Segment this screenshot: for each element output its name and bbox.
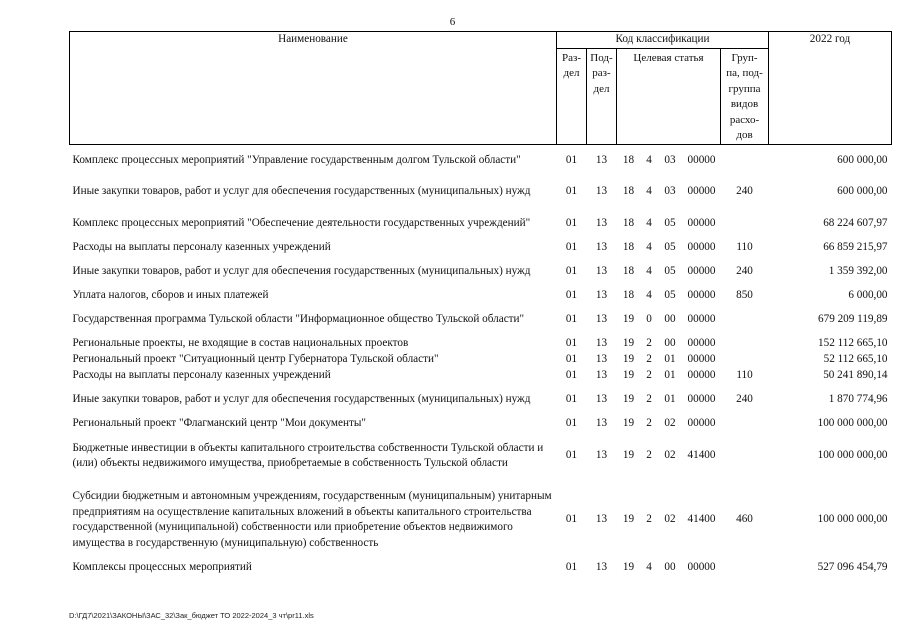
row-expense-group (721, 304, 769, 336)
row-subsection: 13 (595, 153, 608, 166)
table-row (70, 288, 892, 304)
table-row (70, 384, 892, 416)
row-target-1: 19 (622, 417, 635, 430)
row-section: 01 (565, 265, 578, 278)
table-row (70, 176, 892, 208)
row-subsection: 13 (595, 337, 608, 350)
row-subsection: 13 (595, 513, 608, 526)
row-target-2: 4 (646, 153, 652, 166)
row-section: 01 (565, 369, 578, 382)
row-target-4: 00000 (687, 313, 716, 326)
table-row (70, 480, 892, 560)
row-target-3: 01 (664, 369, 676, 382)
row-section: 01 (565, 313, 578, 326)
row-target-3: 00 (664, 337, 676, 350)
header-subsection: Под- раз- дел (587, 48, 617, 144)
row-target-1: 19 (622, 513, 635, 526)
table-header (70, 32, 892, 145)
row-section: 01 (565, 417, 578, 430)
row-target-1: 19 (622, 369, 635, 382)
row-section: 01 (565, 185, 578, 198)
row-target-1: 18 (622, 241, 635, 254)
row-target-4: 00000 (687, 337, 716, 350)
row-name: Региональный проект "Флагманский центр "Мои документы" (72, 417, 366, 430)
row-section: 01 (565, 153, 578, 166)
row-target-1: 18 (622, 265, 635, 278)
row-amount: 600 000,00 (837, 153, 888, 166)
row-target-3: 02 (664, 513, 676, 526)
row-target-1: 19 (622, 353, 635, 366)
row-target-2: 2 (646, 513, 652, 526)
row-subsection: 13 (595, 369, 608, 382)
row-expense-group: 460 (736, 513, 753, 526)
row-target-4: 00000 (687, 393, 716, 406)
table-row (70, 416, 892, 432)
row-section: 01 (565, 217, 578, 230)
row-amount: 52 112 665,10 (823, 353, 888, 366)
row-target-1: 18 (622, 289, 635, 302)
row-subsection: 13 (595, 313, 608, 326)
row-amount: 1 359 392,00 (828, 265, 888, 278)
row-target-3: 00 (664, 313, 676, 326)
table-row (70, 368, 892, 384)
row-target-2: 4 (646, 289, 652, 302)
row-expense-group: 240 (736, 393, 753, 406)
header-code-group: Код классификации (557, 32, 769, 49)
row-target-4: 00000 (687, 369, 716, 382)
row-amount: 1 870 774,96 (828, 393, 888, 406)
row-amount: 527 096 454,79 (817, 561, 888, 574)
table-row (70, 560, 892, 576)
row-amount: 679 209 119,89 (818, 313, 888, 326)
row-amount: 6 000,00 (848, 289, 888, 302)
row-subsection: 13 (595, 241, 608, 254)
row-name: Государственная программа Тульской области "Информационное общество Тульской области" (72, 313, 525, 326)
table-row (70, 240, 892, 256)
row-name: Субсидии бюджетным и автономным учреждениям, государственным (муниципальным) унитарным предприятиям на осуществление капитальных вложений в объекты капитального строительства государственной (муниципальной) собственности или приобретение объектов недвижимого имущества в государственную (муниципальную) собственность (72, 490, 552, 549)
row-expense-group (721, 208, 769, 240)
row-subsection: 13 (595, 353, 608, 366)
row-name: Региональный проект "Ситуационный центр Губернатора Тульской области" (72, 353, 439, 366)
header-target-article: Целевая статья (617, 48, 721, 144)
row-name: Комплекс процессных мероприятий "Управление государственным долгом Тульской области" (72, 153, 521, 166)
row-target-2: 2 (646, 369, 652, 382)
row-target-1: 18 (622, 185, 635, 198)
row-name: Расходы на выплаты персоналу казенных учреждений (72, 369, 331, 382)
row-amount: 68 224 607,97 (823, 217, 888, 230)
row-expense-group: 240 (736, 185, 753, 198)
row-name: Уплата налогов, сборов и иных платежей (72, 289, 269, 302)
row-target-4: 00000 (687, 217, 716, 230)
row-target-4: 00000 (687, 185, 716, 198)
row-target-2: 4 (646, 185, 652, 198)
row-target-4: 41400 (687, 513, 716, 526)
row-target-4: 00000 (687, 241, 716, 254)
table-row (70, 256, 892, 288)
row-section: 01 (565, 337, 578, 350)
row-target-2: 2 (646, 393, 652, 406)
row-name: Иные закупки товаров, работ и услуг для обеспечения государственных (муниципальных) нужд (72, 265, 531, 278)
row-amount: 100 000 000,00 (817, 417, 888, 430)
row-expense-group (721, 352, 769, 368)
row-name: Иные закупки товаров, работ и услуг для обеспечения государственных (муниципальных) нужд (72, 393, 531, 406)
row-target-3: 00 (664, 561, 676, 574)
row-target-4: 00000 (687, 265, 716, 278)
row-section: 01 (565, 353, 578, 366)
row-target-4: 00000 (687, 417, 716, 430)
row-section: 01 (565, 241, 578, 254)
header-expense-group: Груп- па, под- группа видов расхо- дов (721, 48, 769, 144)
table-row (70, 352, 892, 368)
row-amount: 50 241 890,14 (823, 369, 888, 382)
row-expense-group: 850 (736, 289, 753, 302)
row-target-2: 2 (646, 417, 652, 430)
row-name: Бюджетные инвестиции в объекты капитального строительства собственности Тульской области и (или) объекты недвижимого имущества, приобретаемые в собственность Тульской области (72, 441, 544, 469)
row-subsection: 13 (595, 449, 608, 462)
row-target-1: 19 (622, 561, 635, 574)
row-expense-group (721, 432, 769, 480)
row-section: 01 (565, 561, 578, 574)
row-target-2: 2 (646, 337, 652, 350)
row-section: 01 (565, 393, 578, 406)
row-section: 01 (565, 449, 578, 462)
budget-table (69, 31, 892, 576)
row-amount: 66 859 215,97 (823, 241, 888, 254)
row-target-3: 01 (664, 393, 676, 406)
row-expense-group: 110 (736, 369, 753, 382)
row-target-3: 02 (664, 417, 676, 430)
row-name: Комплекс процессных мероприятий "Обеспечение деятельности государственных учреждений" (72, 217, 531, 230)
table-row (70, 208, 892, 240)
row-amount: 600 000,00 (837, 185, 888, 198)
header-year: 2022 год (769, 32, 892, 145)
row-subsection: 13 (595, 561, 608, 574)
row-target-3: 03 (664, 185, 676, 198)
row-target-3: 05 (664, 217, 676, 230)
table-row (70, 304, 892, 336)
row-subsection: 13 (595, 185, 608, 198)
row-amount: 100 000 000,00 (817, 449, 888, 462)
row-target-2: 4 (646, 265, 652, 278)
row-target-1: 18 (622, 217, 635, 230)
row-name: Иные закупки товаров, работ и услуг для обеспечения государственных (муниципальных) нужд (72, 185, 531, 198)
row-subsection: 13 (595, 289, 608, 302)
row-name: Расходы на выплаты персоналу казенных учреждений (72, 241, 331, 254)
row-target-1: 18 (622, 153, 635, 166)
row-target-1: 19 (622, 337, 635, 350)
row-name: Региональные проекты, не входящие в состав национальных проектов (72, 337, 409, 350)
row-expense-group: 240 (736, 265, 753, 278)
row-target-3: 05 (664, 241, 676, 254)
row-target-2: 2 (646, 449, 652, 462)
table-body (70, 144, 892, 576)
row-subsection: 13 (595, 265, 608, 278)
table-row (70, 336, 892, 352)
row-amount: 152 112 665,10 (818, 337, 888, 350)
header-name: Наименование (70, 32, 557, 145)
row-expense-group (721, 416, 769, 432)
row-amount: 100 000 000,00 (817, 513, 888, 526)
row-target-2: 4 (646, 241, 652, 254)
row-target-4: 00000 (687, 353, 716, 366)
row-target-1: 19 (622, 449, 635, 462)
row-expense-group (721, 144, 769, 176)
table-row (70, 432, 892, 480)
row-subsection: 13 (595, 393, 608, 406)
row-expense-group: 110 (736, 241, 753, 254)
row-target-3: 01 (664, 353, 676, 366)
row-section: 01 (565, 513, 578, 526)
row-name: Комплексы процессных мероприятий (72, 561, 252, 574)
table-row (70, 144, 892, 176)
row-expense-group (721, 336, 769, 352)
row-target-1: 19 (622, 393, 635, 406)
row-target-2: 0 (646, 313, 652, 326)
row-target-4: 00000 (687, 153, 716, 166)
row-subsection: 13 (595, 417, 608, 430)
row-target-1: 19 (622, 313, 635, 326)
row-target-2: 4 (646, 217, 652, 230)
row-target-4: 00000 (687, 289, 716, 302)
footer-file-path: D:\ГД7\2021\ЗАКОНЫ\ЗАС_32\Зак_бюджет ТО 2022-2024_3 чт\pr11.xls (69, 611, 314, 620)
row-subsection: 13 (595, 217, 608, 230)
row-target-2: 2 (646, 353, 652, 366)
row-expense-group (721, 560, 769, 576)
row-section: 01 (565, 289, 578, 302)
row-target-4: 00000 (687, 561, 716, 574)
row-target-3: 05 (664, 289, 676, 302)
row-target-3: 03 (664, 153, 676, 166)
row-target-2: 4 (646, 561, 652, 574)
page-number: 6 (449, 16, 456, 28)
row-target-3: 02 (664, 449, 676, 462)
header-section: Раз- дел (557, 48, 587, 144)
row-target-3: 05 (664, 265, 676, 278)
row-target-4: 41400 (687, 449, 716, 462)
